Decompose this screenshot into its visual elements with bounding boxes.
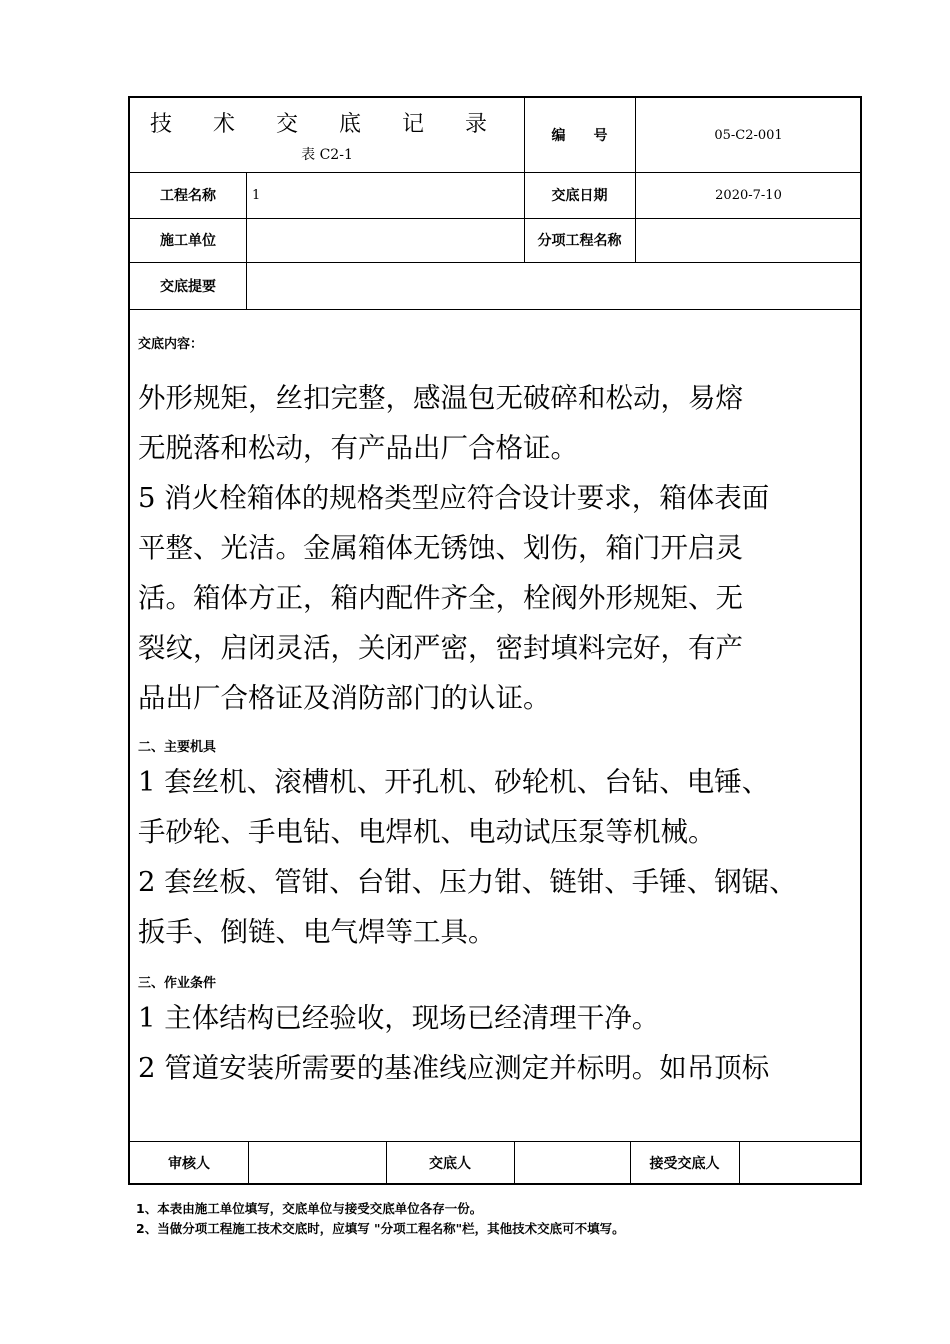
date-value: 2020-7-10 bbox=[715, 187, 782, 203]
title-cell bbox=[130, 98, 524, 172]
form-code: 表 C2-1 bbox=[301, 146, 353, 163]
form-notes bbox=[136, 1199, 625, 1239]
receiver-label: 接受交底人 bbox=[649, 1156, 720, 1172]
note-line: 2、当做分项工程施工技术交底时，应填写 "分项工程名称"栏，其他技术交底可不填写。 bbox=[136, 1221, 625, 1236]
constructor-label: 施工单位 bbox=[160, 233, 216, 249]
form-title: 技 术 交 底 记 录 bbox=[150, 111, 504, 137]
project-name-label: 工程名称 bbox=[160, 188, 216, 204]
subproject-value bbox=[635, 218, 862, 262]
subproject-label: 分项工程名称 bbox=[537, 233, 622, 249]
section-body-equipment: 1 套丝机、滚槽机、开孔机、砂轮机、台钻、电锤、 手砂轮、手电钻、电焊机、电动试压泵等机械。 2 套丝板、管钳、台钳、压力钳、链钳、手锤、钢锯、 扳手、倒链、电气焊等工具。 bbox=[138, 766, 797, 948]
section-body-conditions: 1 主体结构已经验收，现场已经清理干净。 2 管道安装所需要的基准线应测定并标明。如吊顶标 bbox=[138, 1002, 770, 1084]
summary-label: 交底提要 bbox=[160, 278, 216, 295]
constructor-value bbox=[246, 218, 524, 262]
receiver-value bbox=[739, 1141, 862, 1185]
presenter-label: 交底人 bbox=[429, 1156, 471, 1172]
summary-value bbox=[246, 262, 862, 309]
presenter-value bbox=[514, 1141, 630, 1185]
section-title-conditions: 三、作业条件 bbox=[138, 976, 217, 991]
reviewer-value bbox=[248, 1141, 386, 1185]
content-paragraph: 外形规矩，丝扣完整，感温包无破碎和松动，易熔 无脱落和松动，有产品出厂合格证。 5 消火栓箱体的规格类型应符合设计要求，箱体表面 平整、光洁。金属箱体无锈蚀、划伤，箱门开启灵 活。箱体方正，箱内配件齐全，栓阀外形规矩、无 裂纹，启闭灵活，关闭严密，密封填料完好，有产 品出厂合格证及消防部门的认证。 bbox=[138, 382, 770, 714]
project-name-value: 1 bbox=[252, 187, 261, 203]
technical-briefing-form bbox=[128, 96, 862, 1185]
number-value: 05-C2-001 bbox=[714, 127, 783, 143]
section-title-equipment: 二、主要机具 bbox=[138, 740, 217, 755]
note-line: 1、本表由施工单位填写，交底单位与接受交底单位各存一份。 bbox=[136, 1201, 483, 1216]
briefing-content bbox=[138, 312, 854, 1093]
content-label: 交底内容： bbox=[138, 337, 204, 352]
number-label: 编 号 bbox=[551, 128, 608, 144]
reviewer-label: 审核人 bbox=[168, 1156, 210, 1172]
row-divider bbox=[130, 309, 860, 310]
date-label: 交底日期 bbox=[551, 188, 608, 204]
